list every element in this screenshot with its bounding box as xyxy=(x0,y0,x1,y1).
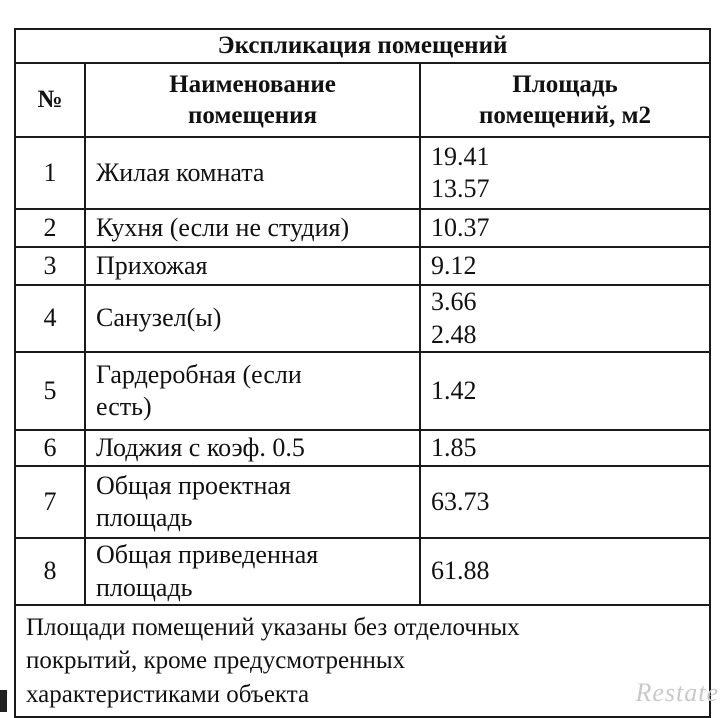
room-name-line: Общая проектная xyxy=(96,470,291,500)
room-name: Прихожая xyxy=(85,247,420,285)
room-name xyxy=(85,538,420,605)
header-area-line: помещений, м2 xyxy=(479,102,652,129)
header-room-name-line: Наименование xyxy=(169,70,336,98)
room-name: Санузел(ы) xyxy=(85,285,420,352)
table-row xyxy=(15,466,710,538)
header-room-name-line: помещения xyxy=(187,102,318,129)
room-name: Кухня (если не студия) xyxy=(85,209,420,247)
header-area-line: Площадь xyxy=(512,70,618,98)
room-area: 9.12 xyxy=(420,247,710,285)
table-row xyxy=(15,137,710,209)
footer-note-line: характеристиками объекта xyxy=(26,680,310,708)
area-value: 13.57 xyxy=(431,174,490,203)
room-name-line: площадь xyxy=(96,572,193,602)
table-row xyxy=(15,247,710,285)
area-value: 19.41 xyxy=(431,141,490,171)
room-name: Лоджия с коэф. 0.5 xyxy=(85,430,420,466)
room-area: 10.37 xyxy=(420,209,710,247)
room-area xyxy=(420,285,710,352)
title-row xyxy=(15,29,710,63)
room-area xyxy=(420,137,710,209)
footer-note xyxy=(15,605,710,717)
explication-table xyxy=(14,28,711,718)
footer-note-line: Площади помещений указаны без отделочных xyxy=(26,614,520,642)
room-name-line: Гардеробная (если xyxy=(96,359,302,389)
row-number: 7 xyxy=(15,466,85,538)
header-number: № xyxy=(15,63,85,137)
room-name: Жилая комната xyxy=(85,137,420,209)
row-number: 1 xyxy=(15,137,85,209)
crop-mark xyxy=(0,690,7,712)
table-row xyxy=(15,430,710,466)
area-value: 3.66 xyxy=(431,287,477,316)
table-row xyxy=(15,209,710,247)
footer-note-line: покрытий, кроме предусмотренных xyxy=(26,647,406,675)
room-name-line: Общая приведенная xyxy=(96,540,319,569)
footer-row xyxy=(15,605,710,717)
row-number: 2 xyxy=(15,209,85,247)
explication-sheet xyxy=(14,28,709,708)
watermark-logo: Restate xyxy=(635,678,719,707)
row-number: 5 xyxy=(15,352,85,430)
room-area: 63.73 xyxy=(420,466,710,538)
room-name-line: есть) xyxy=(96,392,152,421)
area-value: 2.48 xyxy=(431,319,477,349)
row-number: 3 xyxy=(15,247,85,285)
row-number: 4 xyxy=(15,285,85,352)
room-name xyxy=(85,466,420,538)
table-row xyxy=(15,285,710,352)
room-area: 61.88 xyxy=(420,538,710,605)
room-name xyxy=(85,352,420,430)
header-area xyxy=(420,63,710,137)
row-number: 6 xyxy=(15,430,85,466)
room-name-line: площадь xyxy=(96,503,193,532)
table-title: Экспликация помещений xyxy=(15,29,710,63)
header-row xyxy=(15,63,710,137)
table-row xyxy=(15,538,710,605)
room-area: 1.42 xyxy=(420,352,710,430)
row-number: 8 xyxy=(15,538,85,605)
room-area: 1.85 xyxy=(420,430,710,466)
table-row xyxy=(15,352,710,430)
header-room-name xyxy=(85,63,420,137)
